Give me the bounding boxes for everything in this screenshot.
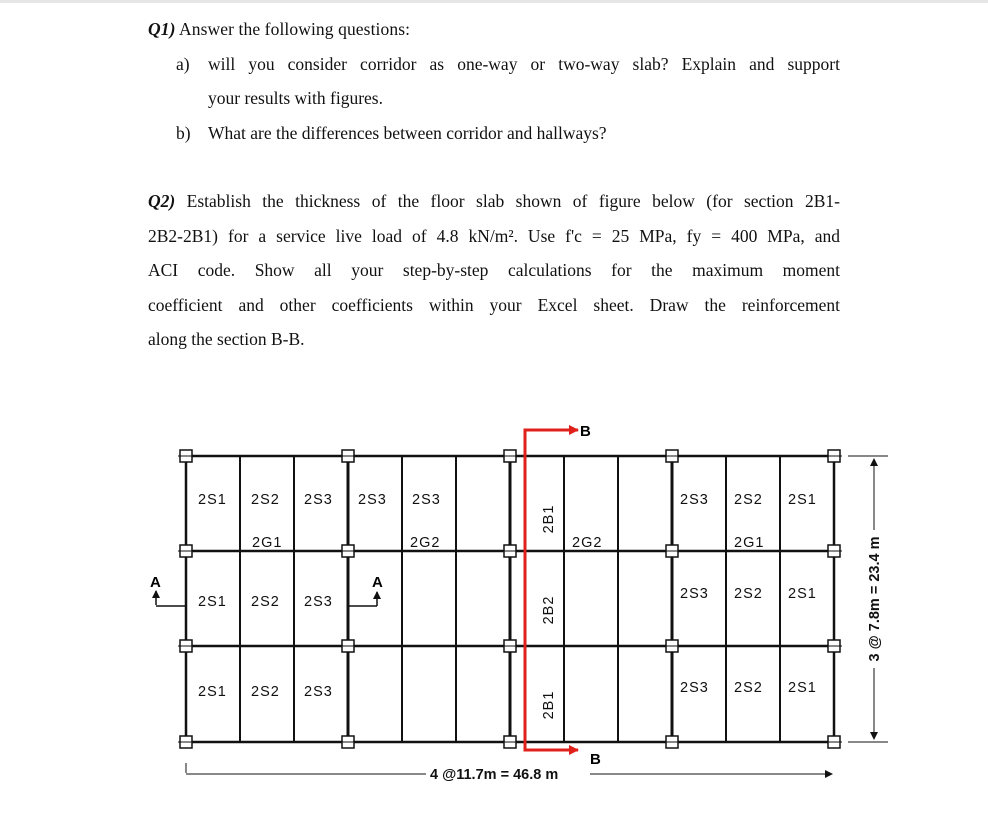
slab-label: 2S2 <box>251 684 280 700</box>
section-a-label-right: A <box>372 574 383 591</box>
slab-label: 2S1 <box>198 684 227 700</box>
question-2-line-1: Q2) Establish the thickness of the floor slab shown of figure below (for section 2B1- <box>148 191 840 211</box>
girder-label: 2G2 <box>410 535 441 551</box>
slab-label: 2S2 <box>734 492 763 508</box>
slab-label: 2S2 <box>251 492 280 508</box>
slab-label: 2S2 <box>734 680 763 696</box>
dimension-horizontal-label: 4 @11.7m = 46.8 m <box>430 767 559 783</box>
question-2-paragraph <box>148 184 840 357</box>
girder-label: 2G1 <box>734 535 765 551</box>
slab-label: 2S1 <box>788 680 817 696</box>
vertical-dimension <box>848 456 888 742</box>
beam-label: 2B1 <box>541 504 557 534</box>
slab-label: 2S3 <box>412 492 441 508</box>
horizontal-dimension <box>186 763 832 783</box>
dimension-vertical-label: 3 @ 7.8m = 23.4 m <box>867 536 883 662</box>
question-1a-marker: a) <box>176 54 190 74</box>
slab-label: 2S3 <box>680 492 709 508</box>
slab-label: 2S3 <box>304 684 333 700</box>
section-b-label-bottom: B <box>590 751 601 768</box>
question-1a-line-2: your results with figures. <box>208 88 383 108</box>
slab-label: 2S1 <box>198 594 227 610</box>
slab-label: 2S1 <box>198 492 227 508</box>
slab-label: 2S3 <box>304 594 333 610</box>
slab-label: 2S3 <box>304 492 333 508</box>
question-2-line-2: 2B2-2B1) for a service live load of 4.8 kN/m². Use f'c = 25 MPa, fy = 400 MPa, and <box>148 225 840 246</box>
girder-label: 2G2 <box>572 535 603 551</box>
beam-label: 2B2 <box>541 595 557 625</box>
top-divider <box>0 0 988 3</box>
slab-label: 2S3 <box>680 680 709 696</box>
question-1-heading <box>148 19 410 40</box>
beam-label: 2B1 <box>541 690 557 720</box>
question-1-label: Q1) <box>148 19 176 39</box>
question-1-text: Answer the following questions: <box>175 19 411 39</box>
slab-label: 2S2 <box>251 594 280 610</box>
question-1b-text: What are the differences between corridor and hallways? <box>208 123 607 143</box>
question-1a-line-1: will you consider corridor as one-way or two-way slab? Explain and support <box>208 54 840 74</box>
section-a-label-left: A <box>150 574 161 591</box>
girder-label: 2G1 <box>252 535 283 551</box>
slab-label: 2S3 <box>358 492 387 508</box>
floor-plan-figure <box>0 400 988 813</box>
slab-label: 2S1 <box>788 492 817 508</box>
slab-label: 2S2 <box>734 586 763 602</box>
question-2-label: Q2) <box>148 191 176 211</box>
section-b-label-top: B <box>580 423 591 440</box>
slab-label: 2S3 <box>680 586 709 602</box>
question-2-line-5: along the section B-B. <box>148 329 305 349</box>
question-2-line-4: coefficient and other coefficients within your Excel sheet. Draw the reinforcement <box>148 294 840 315</box>
question-2-line-3: ACI code. Show all your step-by-step calculations for the maximum moment <box>148 260 840 280</box>
slab-label: 2S1 <box>788 586 817 602</box>
question-1b-marker: b) <box>176 123 191 143</box>
